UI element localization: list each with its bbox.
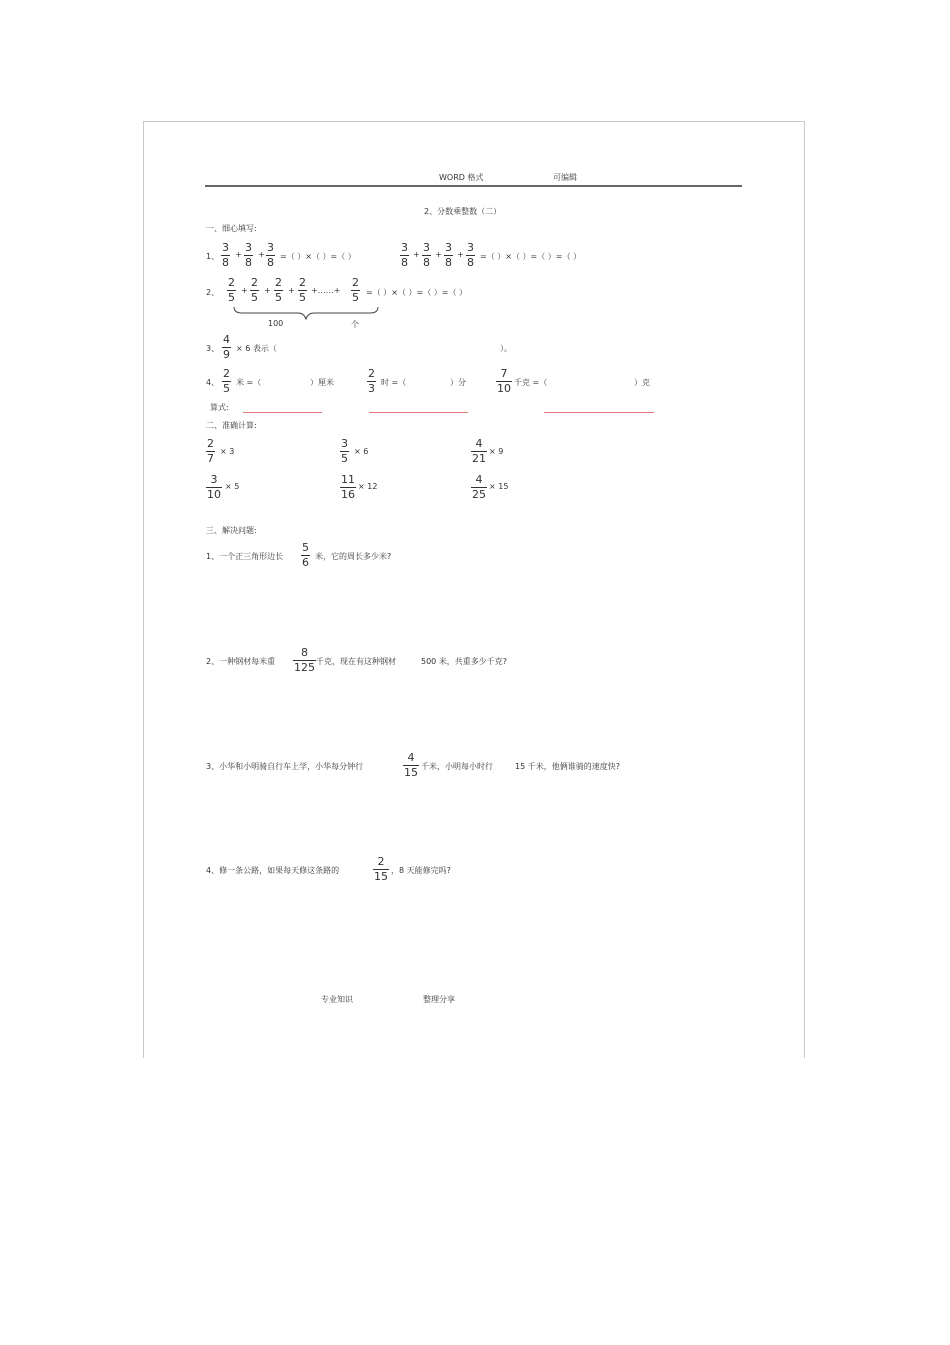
calc-multiplier: × 3 (220, 447, 235, 456)
calc-multiplier: × 5 (225, 482, 240, 491)
q3-fraction: 4 9 (223, 333, 230, 361)
formula-label: 算式: (210, 403, 229, 412)
calc-fraction: 3 5 (341, 437, 348, 465)
q2-fraction: 2 5 (275, 276, 282, 304)
q1-fraction: 3 8 (467, 241, 474, 269)
q1-fraction: 3 8 (222, 241, 229, 269)
q1-number: 1、 (206, 252, 220, 261)
q3-close: ）。 (500, 344, 512, 353)
q1-plus: + (457, 250, 464, 259)
section1-heading: 一、细心填写: (206, 224, 257, 233)
q1-plus: + (258, 250, 265, 259)
q1-fraction: 3 8 (423, 241, 430, 269)
q1-plus: + (413, 250, 420, 259)
calc-multiplier: × 9 (489, 447, 504, 456)
problem3-post: 千米，小明每小时行 (421, 762, 493, 771)
answer-line[interactable] (369, 412, 468, 413)
calc-fraction: 2 7 (207, 437, 214, 465)
q4-number: 4、 (206, 378, 220, 387)
q4-fraction-c: 7 10 (497, 367, 511, 395)
problem2-post: 千克，现在有这种钢材 (316, 657, 396, 666)
calc-fraction: 4 25 (472, 473, 486, 501)
q1-blank-a: =（ ）×（ ）=（ ） (280, 252, 356, 261)
q1-fraction: 3 8 (401, 241, 408, 269)
problem4-post: ，8 天能修完吗? (391, 866, 451, 875)
calc-multiplier: × 15 (489, 482, 509, 491)
q2-plus: + (241, 286, 248, 295)
q2-fraction: 2 5 (251, 276, 258, 304)
q1-plus: + (435, 250, 442, 259)
q1-fraction: 3 8 (445, 241, 452, 269)
q4-fraction-a: 2 5 (223, 367, 230, 395)
q4-close-b: ）分 (450, 378, 466, 387)
q1-fraction: 3 8 (267, 241, 274, 269)
calc-multiplier: × 6 (354, 447, 369, 456)
q1-plus: + (235, 250, 242, 259)
q4-fraction-b: 2 3 (368, 367, 375, 395)
q4-close-c: ）克 (634, 378, 650, 387)
q2-plus: + (288, 286, 295, 295)
problem2-fraction: 8 125 (294, 646, 315, 674)
q4-close-a: ）厘米 (310, 378, 334, 387)
q3-text: × 6 表示（ (236, 344, 277, 353)
q2-brace-unit: 个 (351, 320, 359, 329)
q2-fraction: 2 5 (228, 276, 235, 304)
problem1-pre: 1、一个正三角形边长 (206, 552, 284, 561)
footer-left: 专业知识 (321, 995, 353, 1004)
header-left: WORD 格式 (439, 173, 484, 182)
q1-fraction: 3 8 (245, 241, 252, 269)
calc-fraction: 4 21 (472, 437, 486, 465)
q2-brace (232, 306, 380, 320)
q2-fraction: 2 5 (299, 276, 306, 304)
problem4-fraction: 2 15 (374, 855, 388, 883)
header-rule (205, 185, 742, 187)
problem3-pre: 3、小华和小明骑自行车上学，小华每分钟行 (206, 762, 364, 771)
q4-text-b: 时 =（ (381, 378, 407, 387)
q4-text-c: 千克 =（ (514, 378, 548, 387)
worksheet-title: 2、分数乘整数（二） (424, 207, 502, 216)
answer-line[interactable] (243, 412, 322, 413)
q2-number: 2、 (206, 288, 220, 297)
answer-line[interactable] (544, 412, 654, 413)
q4-text-a: 米 =（ (236, 378, 262, 387)
section3-heading: 三、解决问题: (206, 526, 257, 535)
problem2-pre: 2、一种钢材每米重 (206, 657, 276, 666)
footer-right: 整理分享 (423, 995, 455, 1004)
problem2-post2: 500 米，共重多少千克? (421, 657, 508, 666)
problem3-post2: 15 千米，他俩谁骑的速度快? (515, 762, 620, 771)
calc-multiplier: × 12 (358, 482, 378, 491)
section2-heading: 二、准确计算: (206, 421, 257, 430)
q2-dots: +……+ (311, 286, 341, 295)
problem4-pre: 4、修一条公路，如果每天修这条路的 (206, 866, 340, 875)
problem3-fraction: 4 15 (404, 751, 418, 779)
q3-number: 3、 (206, 344, 220, 353)
calc-fraction: 3 10 (207, 473, 221, 501)
q2-blank: =（ ）×（ ）=（ ）=（ ） (366, 288, 467, 297)
q2-fraction: 2 5 (352, 276, 359, 304)
q2-plus: + (264, 286, 271, 295)
problem1-fraction: 5 6 (302, 541, 309, 569)
q1-blank-b: =（ ）×（ ）=（ ）=（ ） (480, 252, 581, 261)
q2-brace-count: 100 (268, 319, 284, 328)
header-right: 可编辑 (553, 173, 577, 182)
problem1-post: 米，它的周长多少米? (315, 552, 392, 561)
calc-fraction: 11 16 (341, 473, 355, 501)
